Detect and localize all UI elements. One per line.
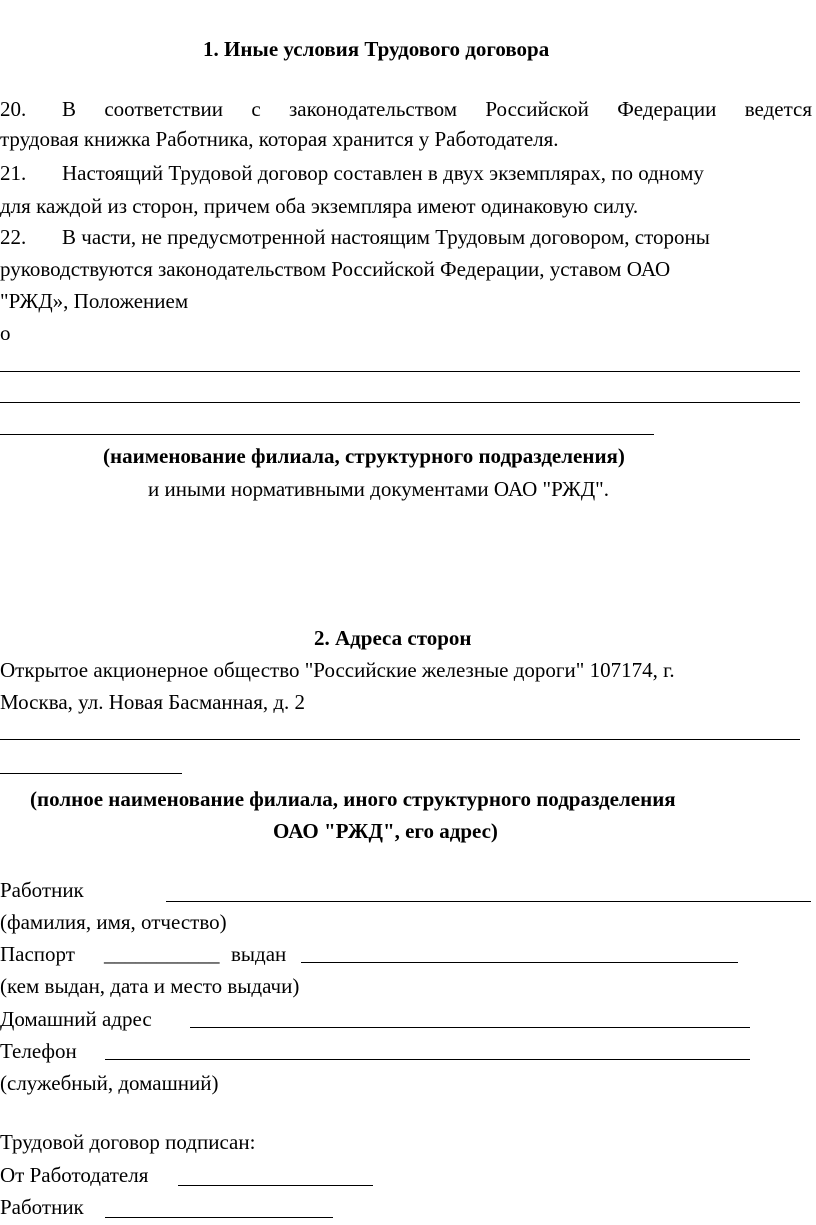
branch-blank-line-3[interactable] — [0, 434, 654, 435]
employee-signature-label: Работник — [0, 1195, 84, 1219]
item-20-line-1: В соответствии с законодательством Российской Федерации ведется — [62, 97, 812, 121]
branch-address-blank-line-2[interactable] — [0, 773, 182, 774]
branch-address-caption-line-1: (полное наименование филиала, иного структурного подразделения — [30, 787, 676, 811]
home-address-label: Домашний адрес — [0, 1007, 152, 1031]
section-1-title: 1. Иные условия Трудового договора — [203, 37, 550, 61]
passport-issued-label: выдан — [231, 942, 287, 966]
section-2-title: 2. Адреса сторон — [314, 626, 472, 650]
branch-caption: (наименование филиала, структурного подразделения) — [103, 444, 625, 468]
employer-address-line-2: Москва, ул. Новая Басманная, д. 2 — [0, 690, 306, 714]
item-21-line-1: Настоящий Трудовой договор составлен в двух экземплярах, по одному — [62, 161, 704, 185]
item-21-number: 21. — [0, 161, 27, 185]
employee-signature-field[interactable] — [105, 1217, 333, 1218]
employer-address-line-1: Открытое акционерное общество "Российские железные дороги" 107174, г. — [0, 658, 675, 682]
employee-name-field[interactable] — [166, 901, 811, 902]
closing-text: и иными нормативными документами ОАО "РЖД". — [148, 477, 609, 501]
item-20-line-2: трудовая книжка Работника, которая хранится у Работодателя. — [0, 127, 559, 151]
item-22-line-4: о — [0, 321, 11, 345]
branch-blank-line-2[interactable] — [0, 402, 800, 403]
passport-label: Паспорт — [0, 942, 75, 966]
signed-heading: Трудовой договор подписан: — [0, 1130, 256, 1154]
passport-number-field[interactable]: ___________ — [104, 942, 220, 966]
passport-issued-field[interactable] — [301, 962, 738, 963]
employee-label: Работник — [0, 878, 84, 902]
item-22-number: 22. — [0, 225, 27, 249]
branch-blank-line-1[interactable] — [0, 371, 800, 372]
item-22-line-3: "РЖД», Положением — [0, 289, 189, 313]
employer-signature-label: От Работодателя — [0, 1163, 149, 1187]
phone-label: Телефон — [0, 1039, 77, 1063]
item-22-line-2: руководствуются законодательством Российской Федерации, уставом ОАО — [0, 257, 671, 281]
branch-address-blank-line-1[interactable] — [0, 739, 800, 740]
item-22-line-1: В части, не предусмотренной настоящим Трудовым договором, стороны — [62, 225, 710, 249]
passport-issued-hint: (кем выдан, дата и место выдачи) — [0, 974, 300, 998]
home-address-field[interactable] — [190, 1027, 750, 1028]
employee-name-hint: (фамилия, имя, отчество) — [0, 910, 227, 934]
branch-address-caption-line-2: ОАО "РЖД", его адрес) — [273, 819, 498, 843]
item-20-number: 20. — [0, 97, 27, 121]
phone-hint: (служебный, домашний) — [0, 1071, 219, 1095]
item-21-line-2: для каждой из сторон, причем оба экземпляра имеют одинаковую силу. — [0, 194, 639, 218]
employer-signature-field[interactable] — [178, 1185, 373, 1186]
phone-field[interactable] — [105, 1059, 750, 1060]
